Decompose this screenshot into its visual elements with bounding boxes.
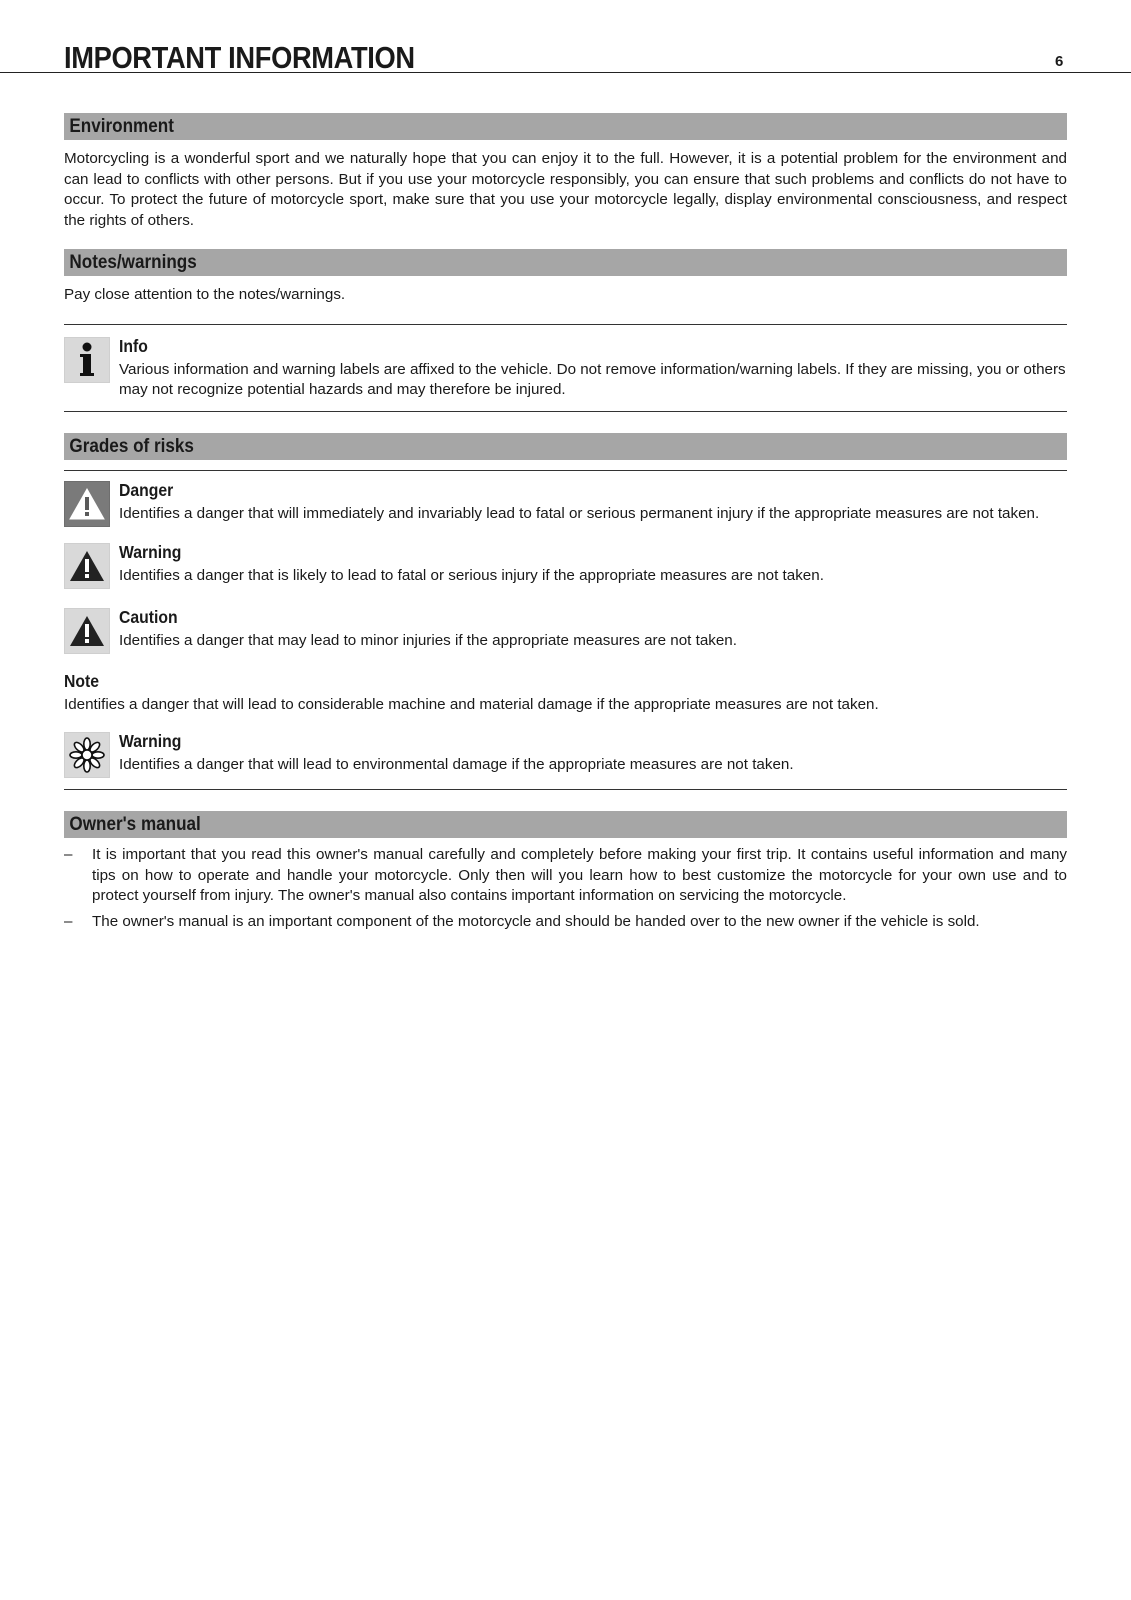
danger-triangle-icon	[64, 481, 110, 527]
flower-icon	[64, 732, 110, 778]
warning-title: Warning	[119, 541, 182, 562]
page-header	[0, 34, 1131, 73]
danger-title: Danger	[119, 479, 174, 500]
environment-warning-title: Warning	[119, 731, 182, 751]
divider	[64, 470, 1067, 471]
list-item-text: The owner's manual is an important component of the motorcycle and should be handed over to the new owner if the vehicle is sold.	[92, 912, 980, 930]
page-content	[64, 113, 1067, 932]
divider	[64, 789, 1067, 790]
note-block	[64, 670, 1067, 716]
caution-notice	[64, 606, 1067, 654]
note-text: Identifies a danger that will lead to considerable machine and material damage if the appropriate measures are not taken.	[64, 695, 879, 713]
danger-notice	[64, 479, 1067, 527]
section-heading-owners-manual: Owner's manual	[64, 811, 1067, 838]
environment-text: Motorcycling is a wonderful sport and we naturally hope that you can enjoy it to the full. However, it is a potential problem for the environment and can lead to conflicts with other persons. But if you use your motorcycle responsibly, you can ensure that such problems and conflicts do not have to occur. To protect the future of motorcycle sport, make sure that you use your motorcycle legally, display environmental consciousness, and respect the rights of others.	[64, 150, 1067, 229]
warning-triangle-icon	[64, 543, 110, 589]
dash-bullet: –	[64, 846, 73, 863]
dash-bullet: –	[64, 912, 73, 930]
list-item	[64, 845, 1067, 907]
environment-warning-notice	[64, 730, 1067, 778]
divider	[64, 411, 1067, 412]
warning-notice	[64, 541, 1067, 589]
info-notice	[64, 335, 1067, 401]
info-icon	[64, 337, 110, 383]
danger-text: Identifies a danger that will immediately and invariably lead to fatal or serious permanent injury if the appropriate measures are not taken.	[119, 504, 1040, 522]
section-heading-environment: Environment	[64, 113, 1067, 140]
section-heading-notes: Notes/warnings	[64, 249, 1067, 276]
section-heading-risks: Grades of risks	[64, 433, 1067, 460]
warning-text: Identifies a danger that is likely to lead to fatal or serious injury if the appropriate measures are not taken.	[119, 566, 824, 584]
notes-text: Pay close attention to the notes/warnings.	[64, 286, 346, 303]
info-title: Info	[119, 335, 148, 356]
caution-triangle-icon	[64, 608, 110, 654]
page-number: 6	[1055, 53, 1064, 70]
environment-warning-text: Identifies a danger that will lead to environmental damage if the appropriate measures are not taken.	[119, 756, 794, 773]
owners-manual-list	[64, 845, 1067, 932]
list-item	[64, 912, 1067, 933]
caution-text: Identifies a danger that may lead to minor injuries if the appropriate measures are not taken.	[119, 631, 737, 649]
info-text: Various information and warning labels are affixed to the vehicle. Do not remove information/warning labels. If they are missing, you or others may not recognize potential hazards and may therefore be injured.	[119, 360, 1066, 398]
caution-title: Caution	[119, 606, 178, 627]
list-item-text: It is important that you read this owner's manual carefully and completely before making your first trip. It contains useful information and many tips on how to operate and handle your motorcycle. Only then will you learn how to best customize the motorcycle for your own use and to protect yourself from injury. The owner's manual also contains important information on servicing the motorcycle.	[92, 846, 1067, 904]
divider	[64, 324, 1067, 325]
note-title: Note	[64, 670, 100, 691]
page-title: IMPORTANT INFORMATION	[64, 40, 415, 75]
